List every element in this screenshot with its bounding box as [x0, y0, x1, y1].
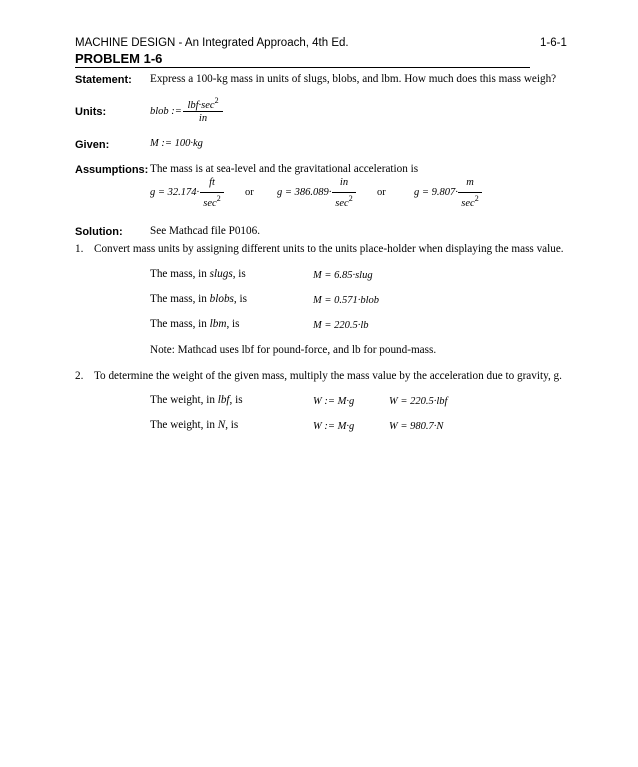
units-exponent: 2 — [214, 96, 219, 105]
mass-blobs-label: The mass, in blobs, is — [150, 293, 247, 305]
gravity-eq-ft-lhs: g = 32.174· — [150, 187, 200, 198]
statement-label: Statement: — [75, 74, 132, 86]
statement-text: Express a 100-kg mass in units of slugs, blobs, and lbm. How much does this mass weigh? — [150, 73, 557, 85]
gravity-m-den: sec — [461, 198, 475, 209]
gravity-in-den: sec — [335, 198, 349, 209]
step-2-text: To determine the weight of the given mass, multiply the mass value by the acceleration due to gravity, g. — [94, 370, 562, 382]
step-2-number: 2. — [75, 370, 84, 382]
solution-label: Solution: — [75, 226, 123, 238]
problem-heading: PROBLEM 1-6 — [75, 51, 163, 66]
mass-lbm-result: M = 220.5·lb — [313, 320, 369, 331]
mass-lbm-label: The mass, in lbm, is — [150, 318, 240, 330]
mathcad-note: Note: Mathcad uses lbf for pound-force, and lb for pound-mass. — [150, 344, 437, 356]
weight-n-definition: W := M·g — [313, 421, 355, 432]
gravity-in-exp: 2 — [348, 194, 353, 203]
given-label: Given: — [75, 139, 110, 151]
units-lhs: blob := — [150, 106, 182, 117]
gravity-in-num: in — [339, 177, 349, 188]
gravity-eq-ft-fraction — [200, 177, 224, 209]
units-label: Units: — [75, 106, 107, 118]
weight-lbf-definition: W := M·g — [313, 396, 355, 407]
gravity-m-exp: 2 — [474, 194, 479, 203]
page-id: 1-6-1 — [540, 37, 567, 49]
gravity-ft-den: sec — [203, 198, 217, 209]
given-expression: M := 100·kg — [150, 138, 203, 149]
gravity-eq-in-lhs: g = 386.089· — [277, 187, 332, 198]
units-numerator: lbf·sec — [187, 100, 215, 111]
gravity-eq-m-fraction — [458, 177, 482, 209]
weight-n-label: The weight, in N, is — [150, 419, 239, 431]
or-separator-2: or — [377, 187, 386, 198]
step-1-number: 1. — [75, 243, 84, 255]
solution-text: See Mathcad file P0106. — [150, 225, 260, 237]
assumptions-label: Assumptions: — [75, 164, 149, 176]
gravity-eq-in-fraction — [332, 177, 356, 209]
weight-lbf-result: W = 220.5·lbf — [389, 396, 448, 407]
mass-slugs-result: M = 6.85·slug — [313, 270, 373, 281]
gravity-ft-num: ft — [209, 177, 215, 188]
gravity-eq-m-lhs: g = 9.807· — [414, 187, 458, 198]
document-title: MACHINE DESIGN - An Integrated Approach, 4th Ed. — [75, 37, 349, 49]
assumptions-text: The mass is at sea-level and the gravitational acceleration is — [150, 163, 419, 175]
step-1-text: Convert mass units by assigning different units to the units place-holder when displaying the mass value. — [94, 243, 564, 255]
units-denominator: in — [198, 113, 208, 124]
weight-lbf-label: The weight, in lbf, is — [150, 394, 243, 406]
mass-slugs-label: The mass, in slugs, is — [150, 268, 246, 280]
or-separator-1: or — [245, 187, 254, 198]
weight-n-result: W = 980.7·N — [389, 421, 444, 432]
gravity-m-num: m — [466, 177, 474, 188]
mass-blobs-result: M = 0.571·blob — [313, 295, 379, 306]
units-fraction — [183, 96, 223, 126]
header-rule — [75, 67, 530, 68]
gravity-ft-exp: 2 — [216, 194, 221, 203]
